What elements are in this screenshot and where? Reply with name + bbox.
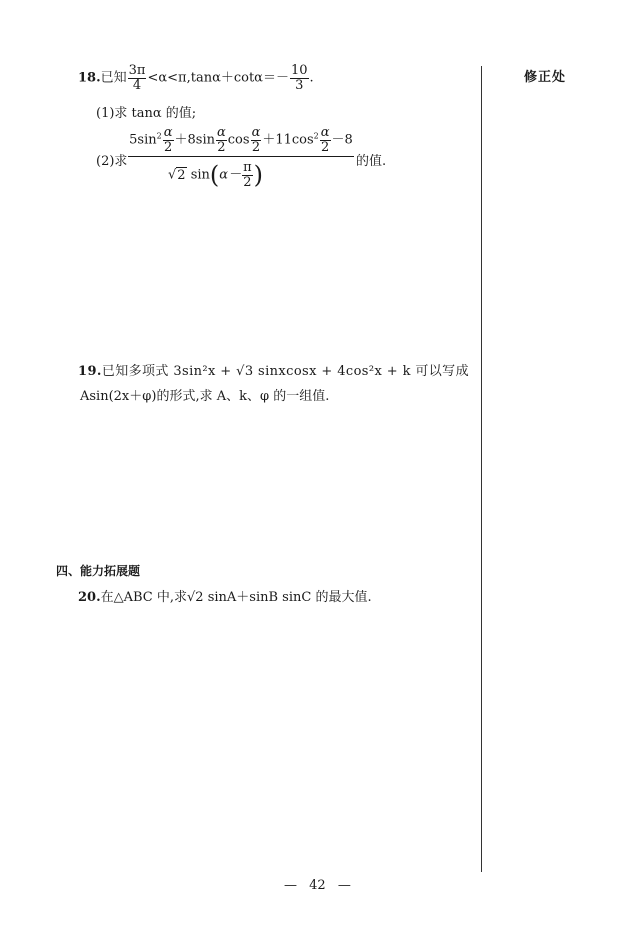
- frac-denominator: 4: [128, 78, 147, 93]
- left-paren: (: [209, 161, 220, 190]
- alpha-minus: α－: [219, 167, 242, 183]
- superscript-2: 2: [313, 131, 319, 141]
- footer-dash-right: —: [337, 878, 351, 893]
- question-18-stem: [78, 64, 314, 92]
- frac-numerator: α: [217, 125, 226, 140]
- frac-numerator: π: [243, 160, 252, 175]
- term-cos: cos: [227, 132, 250, 148]
- right-paren: ): [253, 161, 263, 190]
- q18-period: .: [309, 70, 314, 86]
- question-18-part-2-suffix: 的值.: [356, 154, 387, 169]
- sqrt-symbol: √: [168, 167, 177, 183]
- pi-over-2-fraction: [242, 161, 253, 189]
- question-19-line-1: [78, 360, 469, 379]
- frac-numerator: α: [320, 125, 330, 140]
- half-alpha-fraction: [216, 126, 227, 154]
- half-alpha-fraction: [163, 126, 174, 154]
- question-20-number: 20.: [78, 590, 101, 605]
- question-19-text-1: 已知多项式 3sin²x + √3 sinxcosx + 4cos²x + k 可以写成: [101, 364, 469, 379]
- q18-known-text: 已知: [100, 70, 127, 86]
- q18-frac-10-over-3: [290, 64, 309, 92]
- question-19-line-2: Asin(2x＋φ)的形式,求 A、k、φ 的一组值.: [80, 389, 330, 404]
- q18-tan-cot: tanα＋cotα＝－: [190, 70, 289, 86]
- term-sin: sin: [190, 167, 210, 183]
- term-5sin: 5sin: [129, 132, 157, 148]
- question-18-part-2-prefix: (2)求: [96, 154, 128, 169]
- q18-frac-3pi-over-4: [128, 64, 147, 92]
- question-20: [78, 586, 372, 605]
- question-19-number: 19.: [78, 364, 102, 379]
- superscript-2: 2: [156, 131, 162, 141]
- footer-dash-left: —: [284, 878, 297, 893]
- frac-denominator: 3: [290, 78, 309, 93]
- frac-numerator: α: [163, 125, 173, 140]
- frac-numerator: α: [251, 125, 261, 140]
- correction-column-label: 修正处: [524, 70, 567, 85]
- q18-fraction-bar: [128, 156, 354, 157]
- frac-denominator: 2: [217, 139, 226, 155]
- term-minus-8: －8: [331, 132, 353, 148]
- q18-inequality: <α<π,: [147, 70, 191, 86]
- page-footer: [284, 878, 351, 893]
- page-number: 42: [309, 878, 326, 893]
- frac-numerator: 3π: [128, 63, 146, 78]
- term-11cos: ＋11cos: [262, 132, 314, 148]
- frac-denominator: 2: [321, 139, 330, 155]
- sqrt-radicand: 2: [177, 167, 186, 183]
- frac-numerator: 10: [290, 63, 308, 78]
- q18-big-fraction-denominator: [168, 161, 263, 189]
- term-8sin: ＋8sin: [174, 132, 215, 148]
- question-18-number: 18.: [78, 70, 101, 86]
- column-divider: [481, 66, 482, 872]
- frac-denominator: 2: [243, 174, 252, 190]
- frac-denominator: 2: [163, 139, 173, 155]
- frac-denominator: 2: [251, 139, 261, 155]
- question-18-part-1: (1)求 tanα 的值;: [96, 106, 197, 121]
- q18-big-fraction-numerator: [128, 126, 354, 154]
- half-alpha-fraction: [251, 126, 262, 154]
- section-4-title: 四、能力拓展题: [56, 564, 141, 578]
- half-alpha-fraction: [320, 126, 331, 154]
- question-20-text: 在△ABC 中,求√2 sinA＋sinB sinC 的最大值.: [100, 590, 372, 605]
